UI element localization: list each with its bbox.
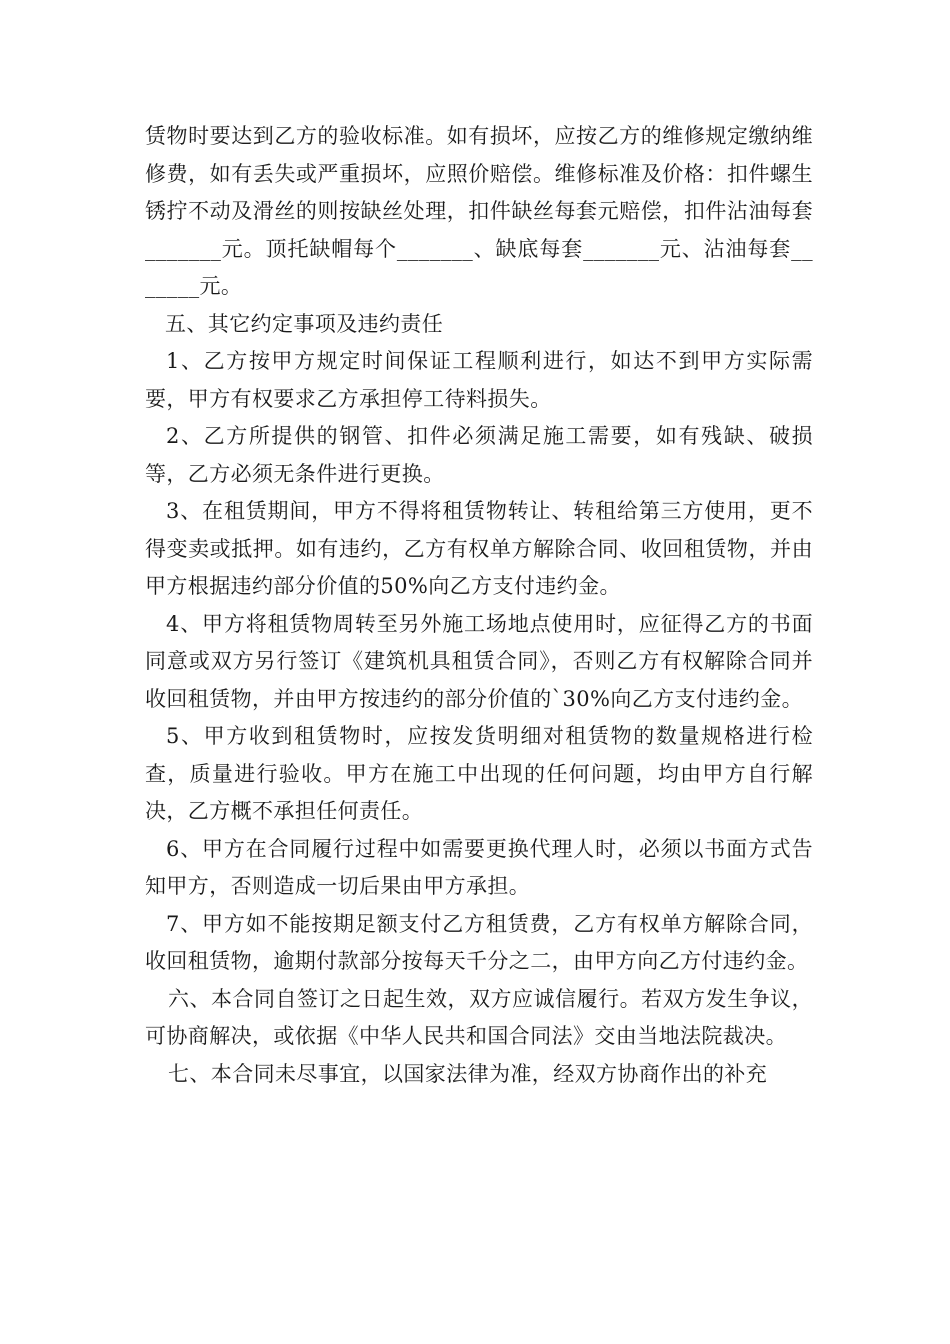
section-seven-supplement: 七、本合同未尽事宜，以国家法律为准，经双方协商作出的补充 [168, 1061, 768, 1086]
clause-3: 3、在租赁期间，甲方不得将租赁物转让、转租给第三方使用，更不得变卖或抵押。如有违约，乙方有权单方解除合同、收回租赁物，并由甲方根据违约部分价值的50%向乙方支付违约金。 [145, 499, 813, 598]
clause-2: 2、乙方所提供的钢管、扣件必须满足施工需要，如有残缺、破损等，乙方必须无条件进行更换。 [145, 424, 813, 486]
section-heading-other-terms: 五、其它约定事项及违约责任 [165, 311, 444, 336]
clause-1: 1、乙方按甲方规定时间保证工程顺利进行，如达不到甲方实际需要，甲方有权要求乙方承担停工待料损失。 [145, 349, 813, 411]
clause-6: 6、甲方在合同履行过程中如需要更换代理人时，必须以书面方式告知甲方，否则造成一切后果由甲方承担。 [145, 836, 813, 898]
section-six-effect: 六、本合同自签订之日起生效，双方应诚信履行。若双方发生争议，可协商解决，或依据《中华人民共和国合同法》交由当地法院裁决。 [145, 986, 813, 1048]
clause-7: 7、甲方如不能按期足额支付乙方租赁费，乙方有权单方解除合同，收回租赁物，逾期付款部分按每天千分之二，由甲方向乙方付违约金。 [145, 911, 813, 973]
clause-4: 4、甲方将租赁物周转至另外施工场地点使用时，应征得乙方的书面同意或双方另行签订《建筑机具租赁合同》，否则乙方有权解除合同并收回租赁物，并由甲方按违约的部分价值的`30%向乙方支付违约金。 [145, 611, 813, 711]
document-body [145, 118, 813, 1093]
clause-5: 5、甲方收到租赁物时，应按发货明细对租赁物的数量规格进行检查，质量进行验收。甲方在施工中出现的任何问题，均由甲方自行解决，乙方概不承担任何责任。 [145, 724, 813, 823]
paragraph-damage-repair-terms: 赁物时要达到乙方的验收标准。如有损坏，应按乙方的维修规定缴纳维修费，如有丢失或严重损坏，应照价赔偿。维修标准及价格：扣件螺生锈拧不动及滑丝的则按缺丝处理，扣件缺丝每套元赔偿，扣件沾油每套_______元。顶托缺帽每个_______、缺底每套_______元、沾油每套_______元。 [145, 124, 813, 298]
